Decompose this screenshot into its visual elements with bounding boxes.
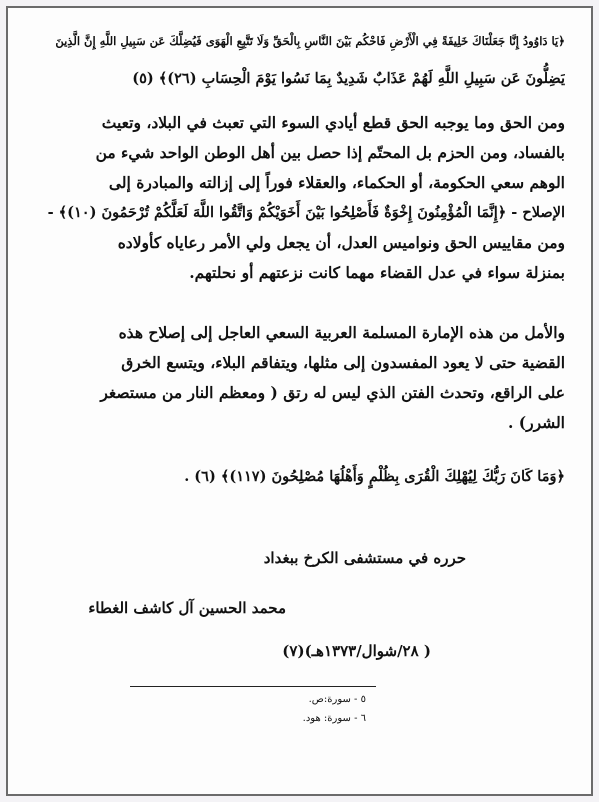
signature-place: حرره في مستشفى الكرخ ببغداد — [263, 549, 466, 567]
text-line: على الراقع، وتحدث الفتن الذي ليس له رتق ( ومعظم النار من مستصغر — [100, 383, 565, 402]
signature-date: ( ٢٨/شوال/١٣٧٣هـ)(٧) — [282, 642, 431, 660]
verse-line: ﴿وَمَا كَانَ رَبُّكَ لِيُهْلِكَ الْقُرَى بِظُلْمٍ وَأَهْلُهَا مُصْلِحُونَ (١١٧)﴾ (٦) . — [184, 468, 565, 485]
footnote-divider — [130, 686, 376, 687]
text-line: بالفساد، ومن الحزم بل المحتّم إذا حصل بين أهل الوطن الواحد شيء من — [95, 143, 565, 162]
verse-line: يَضِلُّونَ عَن سَبِيلِ اللَّهِ لَهُمْ عَذَابٌ شَدِيدٌ بِمَا نَسُوا يَوْمَ الْحِسَابِ (٢٦)﴾ (٥) — [132, 70, 565, 87]
footnote: ٦ - سورة: هود. — [302, 713, 366, 724]
footnote: ٥ - سورة:ص. — [308, 694, 366, 705]
document-page — [6, 6, 593, 796]
text-line: بمنزلة سواء في عدل القضاء مهما كانت نزعتهم أو نحلتهم. — [189, 263, 565, 282]
paragraph-1 — [34, 108, 565, 288]
verse-line: ﴿يَا دَاوُودُ إِنَّا جَعَلْنَاكَ خَلِيفَةً فِي الْأَرْضِ فَاحْكُم بَيْنَ النَّاسِ بِالْحَقِّ وَلَا تَتَّبِعِ الْهَوَى فَيُضِلَّكَ عَن سَبِيلِ اللَّهِ إِنَّ الَّذِينَ — [55, 34, 565, 48]
text-line: الشرر) . — [507, 413, 565, 432]
text-line: ومن الحق وما يوجبه الحق قطع أيادي السوء التي تعبث في البلاد، وتعيث — [101, 113, 565, 132]
text-line: الإصلاح - ﴿إِنَّمَا الْمُؤْمِنُونَ إِخْوَةٌ فَأَصْلِحُوا بَيْنَ أَخَوَيْكُمْ وَاتَّقُوا اللَّهَ لَعَلَّكُمْ تُرْحَمُونَ (١٠)﴾ - — [47, 204, 565, 221]
text-line: الوهم سعي الحكومة، أو الحكماء، والعقلاء فوراً إلى إزالته والمبادرة إلى — [108, 173, 565, 192]
text-line: القضية حتى لا يعود المفسدون إلى مثلها، ويتفاقم البلاء، ويتسع الخرق — [121, 353, 565, 372]
quran-verse-top — [34, 22, 565, 98]
text-line: ومن مقاييس الحق ونواميس العدل، أن يجعل ولي الأمر رعاياه كأولاده — [117, 233, 565, 252]
signature-name: محمد الحسين آل كاشف الغطاء — [88, 599, 286, 617]
quran-verse-bottom — [34, 458, 565, 496]
text-line: والأمل من هذه الإمارة المسلمة العربية السعي العاجل إلى إصلاح هذه — [118, 323, 565, 342]
paragraph-2 — [34, 318, 565, 438]
